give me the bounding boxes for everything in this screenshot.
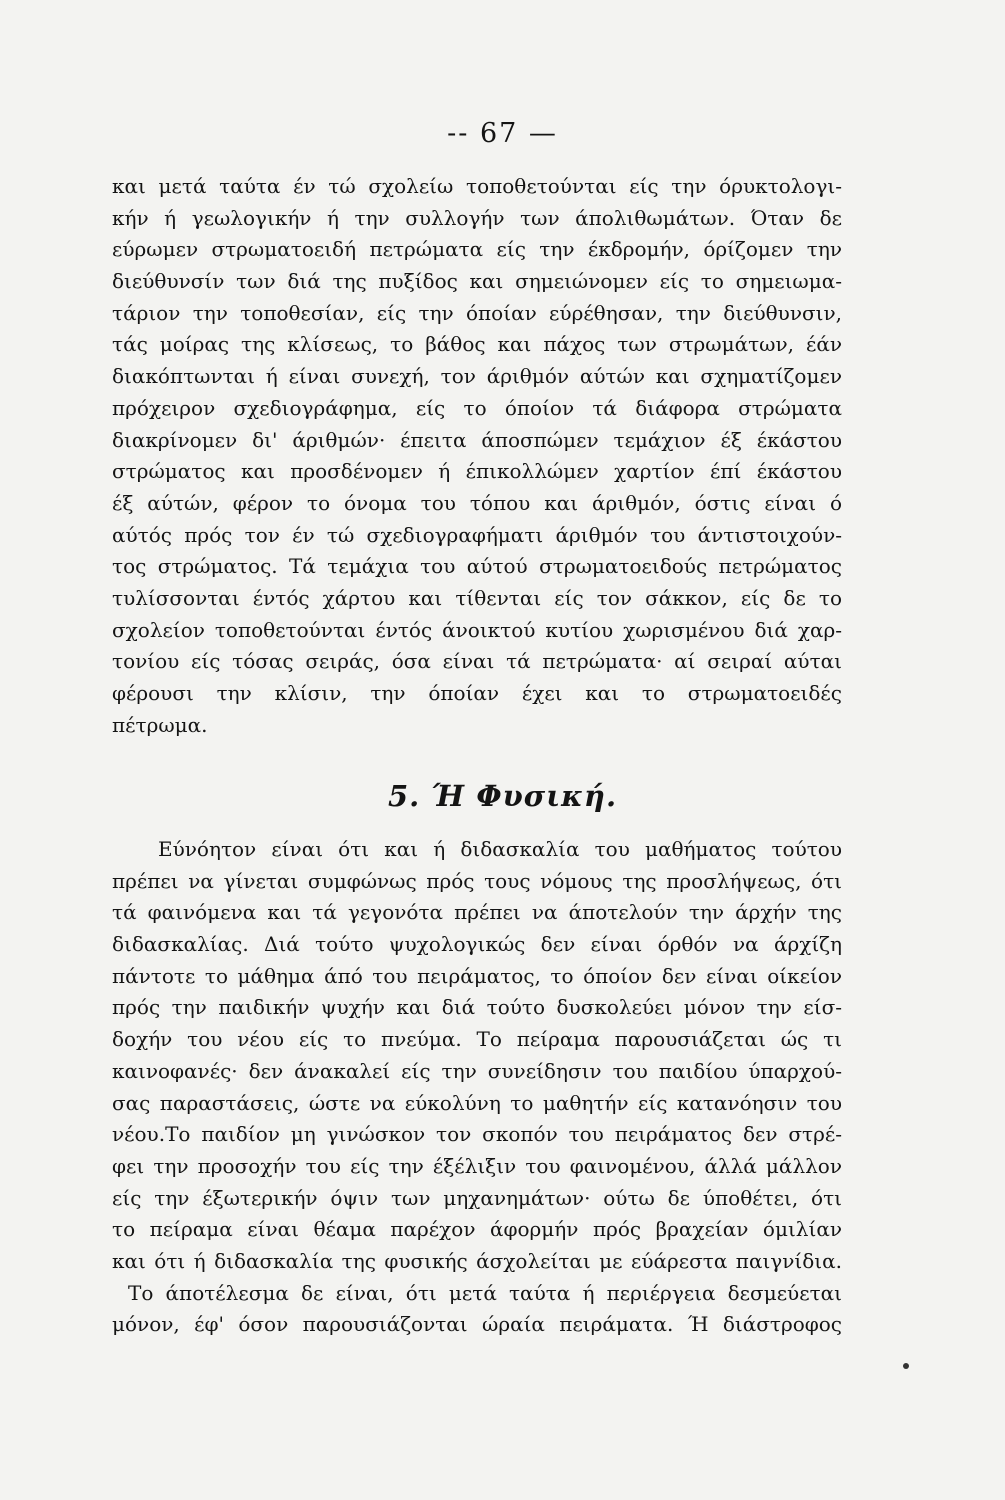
text-line: Το άποτέλεσμα δε είναι, ότι μετά ταύτα ή περιέργεια δεσμεύεται xyxy=(128,1280,842,1305)
text-line: πρός την παιδικήν ψυχήν και διά τούτο δυσκολεύει μόνον την είσ- xyxy=(112,995,842,1020)
text-line: νέου.Το παιδίον μη γινώσκον τον σκοπόν του πειράματος δεν στρέ- xyxy=(112,1122,842,1147)
text-line: σχολείον τοποθετούνται έντός άνοικτού κυτίου χωρισμένου διά χαρ- xyxy=(112,617,842,642)
text-line: δοχήν του νέου είς το πνεύμα. Το πείραμα παρουσιάζεται ώς τι xyxy=(112,1027,842,1052)
text-line: τά φαινόμενα και τά γεγονότα πρέπει να άποτελούν την άρχήν της xyxy=(112,900,842,925)
text-line: και μετά ταύτα έν τώ σχολείω τοποθετούνται είς την όρυκτολογι- xyxy=(112,174,842,198)
section-heading: 5. Ή Φυσική. xyxy=(387,779,618,813)
text-line: πρέπει να γίνεται συμφώνως πρός τους νόμους της προσλήψεως, ότι xyxy=(112,868,842,893)
text-line: εύρωμεν στρωματοειδή πετρώματα είς την έκδρομήν, όρίζομεν την xyxy=(112,237,842,262)
text-line: καινοφανές· δεν άνακαλεί είς την συνείδησιν του παιδίου ύπαρχού- xyxy=(112,1058,842,1083)
paragraph-physics xyxy=(112,834,842,1341)
ink-speck xyxy=(903,1363,909,1369)
text-line: μόνον, έφ' όσον παρουσιάζονται ώραία πειράματα. Ή διάστροφος xyxy=(112,1312,842,1337)
text-line: τυλίσσονται έντός χάρτου και τίθενται είς τον σάκκον, είς δε το xyxy=(112,585,842,610)
page-number: -- 67 — xyxy=(447,118,558,149)
text-line: πάντοτε το μάθημα άπό του πειράματος, το όποίον δεν είναι οίκείον xyxy=(112,963,842,988)
text-line: τάριον την τοποθεσίαν, είς την όποίαν εύρέθησαν, την διεύθυνσιν, xyxy=(112,300,842,325)
text-line: διδασκαλίας. Διά τούτο ψυχολογικώς δεν είναι όρθόν να άρχίζη xyxy=(112,932,842,957)
text-line: έξ αύτών, φέρον το όνομα του τόπου και άριθμόν, όστις είναι ό xyxy=(112,490,842,515)
text-line: διακόπτωνται ή είναι συνεχή, τον άριθμόν αύτών και σχηματίζομεν xyxy=(112,364,842,389)
text-line: Εύνόητον είναι ότι και ή διδασκαλία του μαθήματος τούτου xyxy=(158,837,842,861)
text-line: και ότι ή διδασκαλία της φυσικής άσχολείται με εύάρεστα παιγνίδια. xyxy=(112,1248,842,1273)
text-line: φέρουσι την κλίσιν, την όποίαν έχει και το στρωματοειδές xyxy=(112,681,842,705)
text-line: είς την έξωτερικήν όψιν των μηχανημάτων· ούτω δε ύποθέτει, ότι xyxy=(112,1185,842,1210)
text-line: διεύθυνσίν των διά της πυξίδος και σημειώνομεν είς το σημειωμα- xyxy=(112,269,842,294)
text-line: φει την προσοχήν του είς την έξέλιξιν του φαινομένου, άλλά μάλλον xyxy=(112,1153,842,1178)
text-line: το πείραμα είναι θέαμα παρέχον άφορμήν πρός βραχείαν όμιλίαν xyxy=(112,1217,842,1242)
paragraph-geology xyxy=(112,171,842,741)
text-line: πρόχειρον σχεδιογράφημα, είς το όποίον τά διάφορα στρώματα xyxy=(112,395,842,420)
text-line: πέτρωμα. xyxy=(112,712,208,737)
text-line: διακρίνομεν δι' άριθμών· έπειτα άποσπώμεν τεμάχιον έξ έκάστου xyxy=(112,427,842,452)
text-line: σας παραστάσεις, ώστε να εύκολύνη το μαθητήν είς κατανόησιν του xyxy=(112,1090,842,1115)
text-line: στρώματος και προσδένομεν ή έπικολλώμεν χαρτίον έπί έκάστου xyxy=(112,459,842,484)
text-line: αύτός πρός τον έν τώ σχεδιογραφήματι άριθμόν του άντιστοιχούν- xyxy=(112,522,842,547)
text-line: τάς μοίρας της κλίσεως, το βάθος και πάχος των στρωμάτων, έάν xyxy=(112,332,842,357)
text-line: κήν ή γεωλογικήν ή την συλλογήν των άπολιθωμάτων. Όταν δε xyxy=(112,205,842,230)
text-line: τονίου είς τόσας σειράς, όσα είναι τά πετρώματα· αί σειραί αύται xyxy=(112,649,842,674)
text-line: τος στρώματος. Τά τεμάχια του αύτού στρωματοειδούς πετρώματος xyxy=(112,554,842,579)
